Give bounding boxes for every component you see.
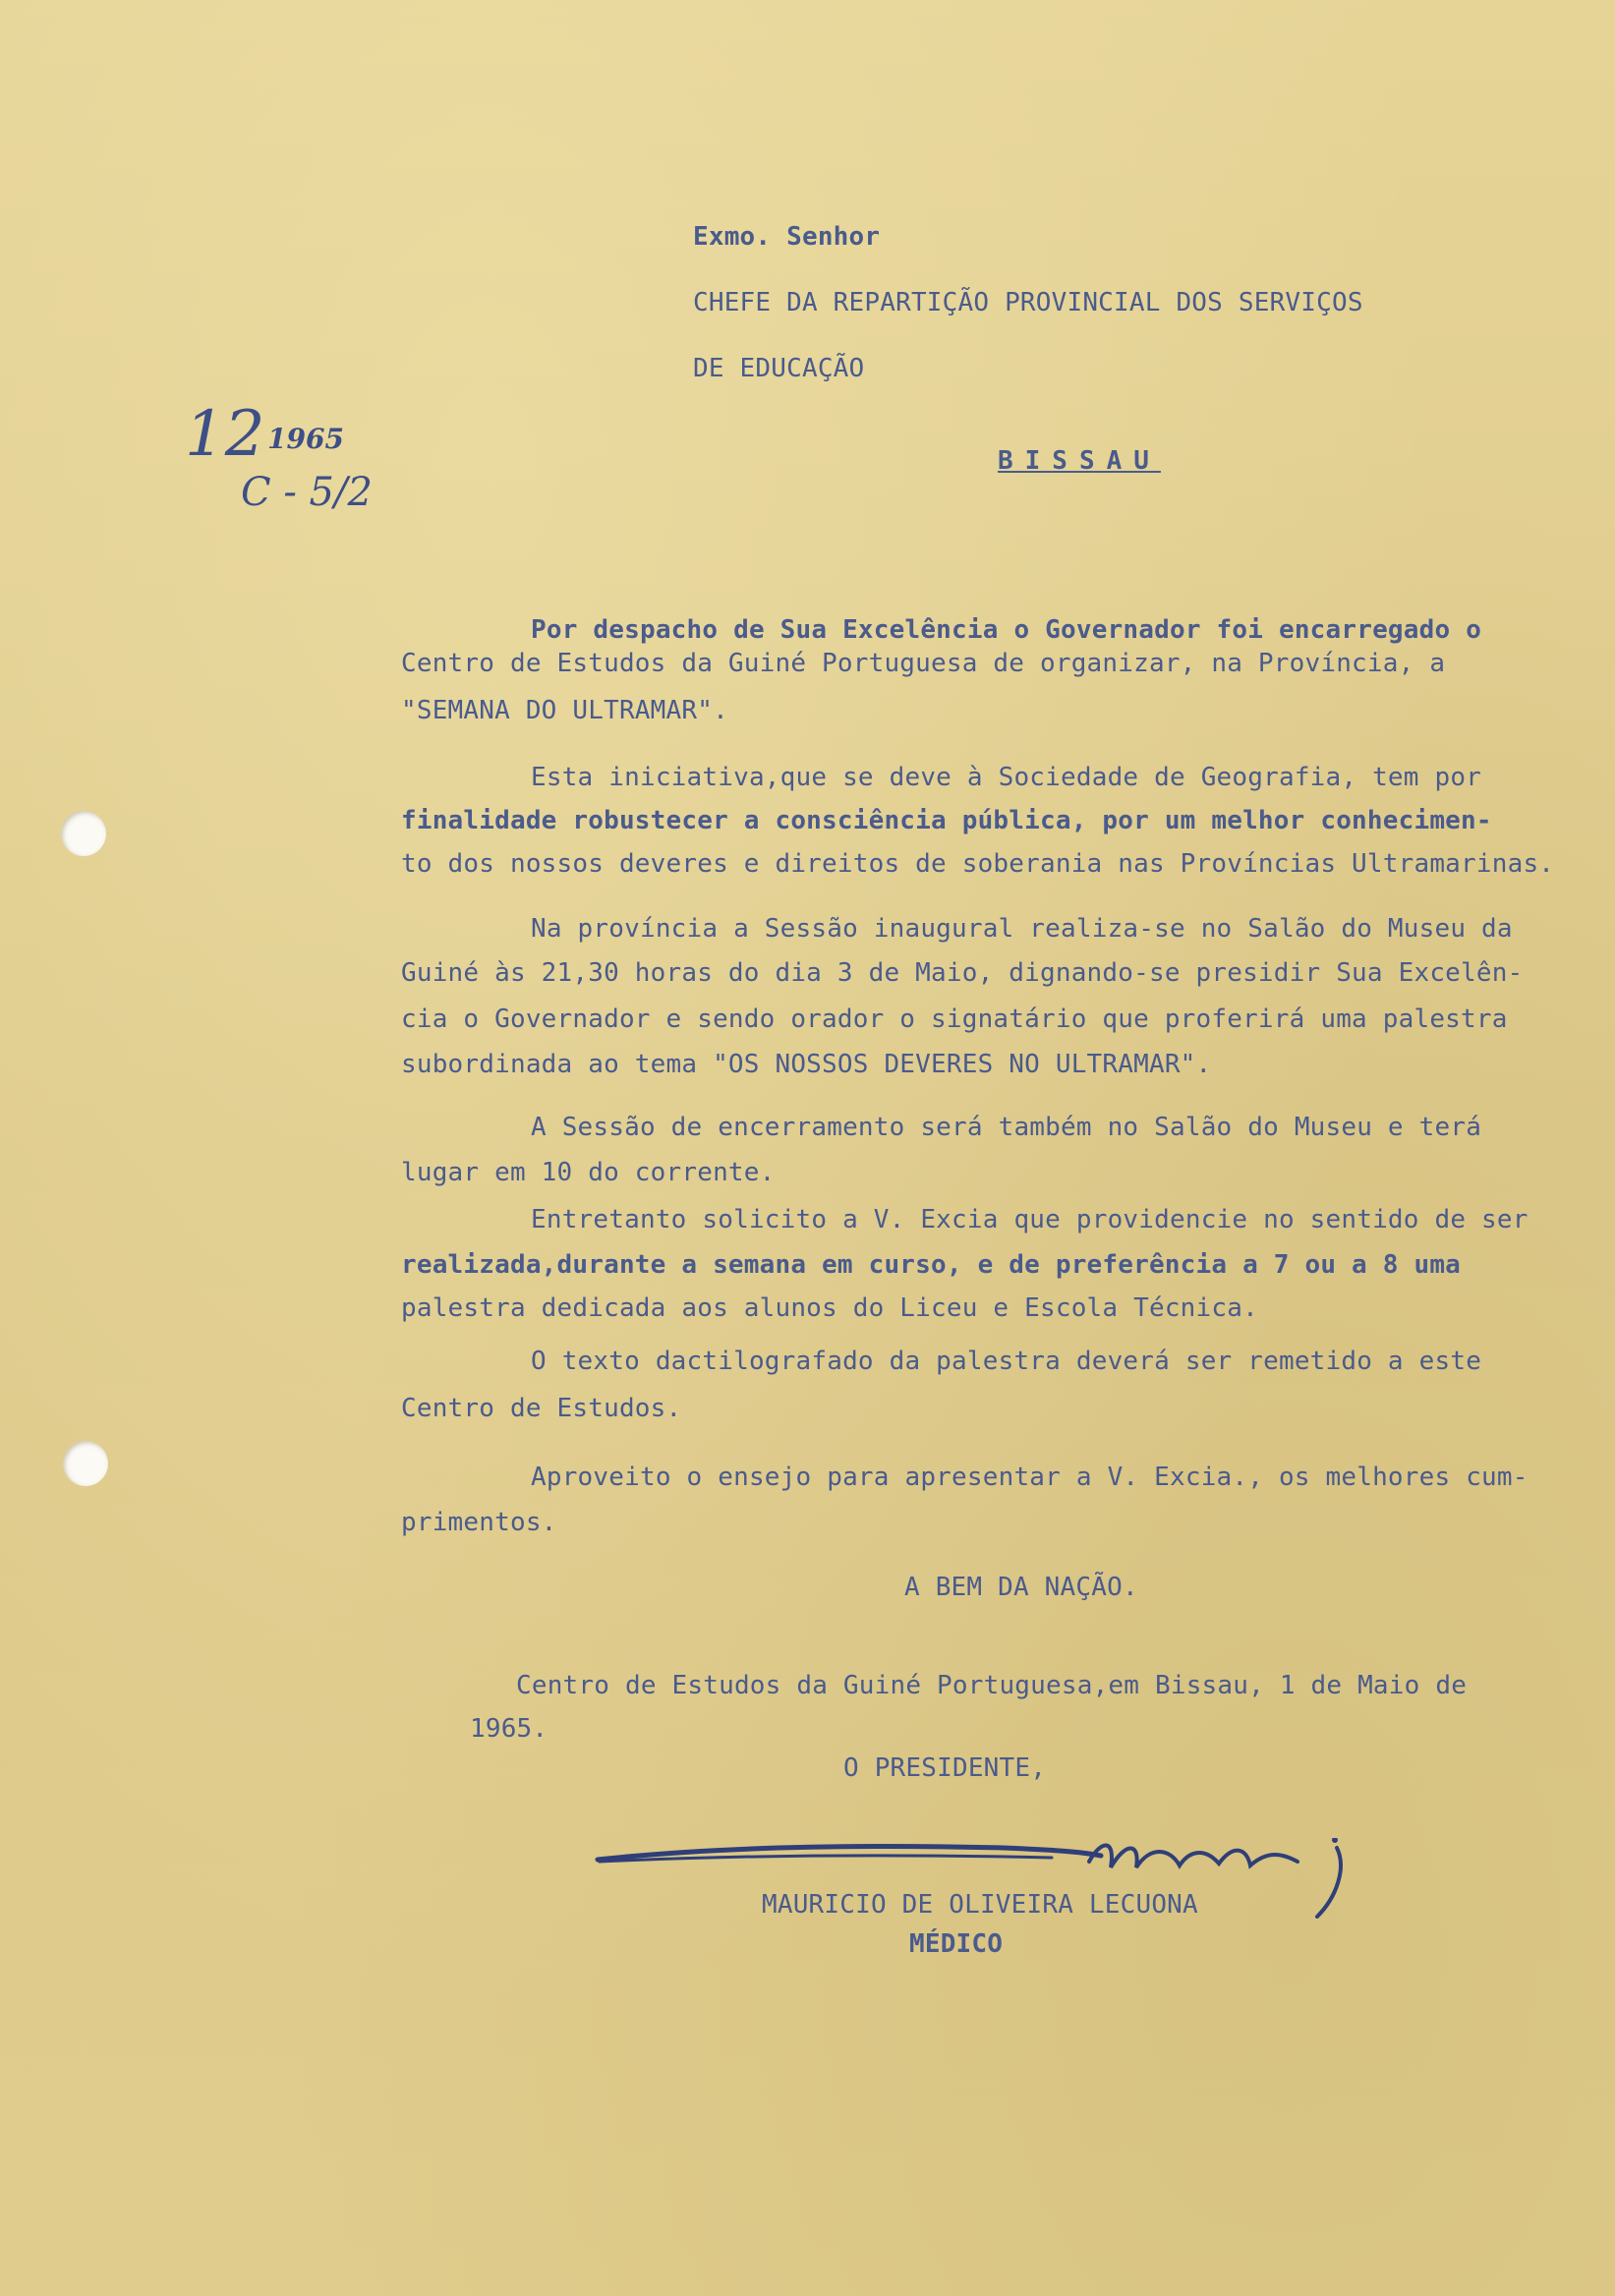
p6-line-1: O texto dactilografado da palestra deverá ser remetido a este xyxy=(531,1347,1482,1376)
punch-hole-bottom xyxy=(63,1441,108,1486)
president-title: O PRESIDENTE, xyxy=(843,1753,1047,1783)
p2-line-1: Esta iniciativa,que se deve à Sociedade de Geografia, tem por xyxy=(531,763,1482,792)
p5-line-3: palestra dedicada aos alunos do Liceu e Escola Técnica. xyxy=(401,1293,1258,1323)
p3-line-3: cia o Governador e sendo orador o signatário que proferirá uma palestra xyxy=(401,1004,1508,1034)
p7-line-2: primentos. xyxy=(401,1508,557,1537)
signatory-name: MAURICIO DE OLIVEIRA LECUONA xyxy=(762,1890,1198,1920)
p3-line-4: subordinada ao tema "OS NOSSOS DEVERES NO ULTRAMAR". xyxy=(401,1050,1212,1079)
p5-line-2: realizada,durante a semana em curso, e de preferência a 7 ou a 8 uma xyxy=(401,1250,1462,1280)
place-date-line-1: Centro de Estudos da Guiné Portuguesa,em Bissau, 1 de Maio de xyxy=(516,1671,1468,1700)
p3-line-2: Guiné às 21,30 horas do dia 3 de Maio, dignando-se presidir Sua Excelên- xyxy=(401,958,1524,988)
p4-line-1: A Sessão de encerramento será também no Salão do Museu e terá xyxy=(531,1113,1482,1142)
recipient-line-2: DE EDUCAÇÃO xyxy=(693,354,865,383)
place-date-line-2: 1965. xyxy=(470,1714,548,1744)
p7-line-1: Aproveito o ensejo para apresentar a V. Excia., os melhores cum- xyxy=(531,1463,1528,1492)
closing-motto: A BEM DA NAÇÃO. xyxy=(904,1573,1138,1602)
margin-note-year: 1965 xyxy=(267,423,344,455)
margin-note-number: 12 xyxy=(185,398,265,471)
signatory-role: MÉDICO xyxy=(909,1929,1004,1959)
salutation: Exmo. Senhor xyxy=(693,222,881,252)
p4-line-2: lugar em 10 do corrente. xyxy=(401,1158,776,1187)
p2-line-2: finalidade robustecer a consciência pública, por um melhor conhecimen- xyxy=(401,806,1492,835)
punch-hole-top xyxy=(61,811,106,856)
p1-line-2: Centro de Estudos da Guiné Portuguesa de organizar, na Província, a xyxy=(401,649,1446,678)
p3-line-1: Na província a Sessão inaugural realiza-se no Salão do Museu da xyxy=(531,914,1513,944)
p1-line-1: Por despacho de Sua Excelência o Governador foi encarregado o xyxy=(531,615,1482,645)
recipient-line-1: CHEFE DA REPARTIÇÃO PROVINCIAL DOS SERVIÇOS xyxy=(693,288,1363,317)
city-heading: BISSAU xyxy=(998,446,1161,476)
p5-line-1: Entretanto solicito a V. Excia que providencie no sentido de ser xyxy=(531,1205,1528,1234)
p6-line-2: Centro de Estudos. xyxy=(401,1394,682,1423)
margin-note-file-code: C - 5/2 xyxy=(241,470,373,515)
p2-line-3: to dos nossos deveres e direitos de soberania nas Províncias Ultramarinas. xyxy=(401,849,1555,879)
p1-line-3: "SEMANA DO ULTRAMAR". xyxy=(401,696,728,725)
